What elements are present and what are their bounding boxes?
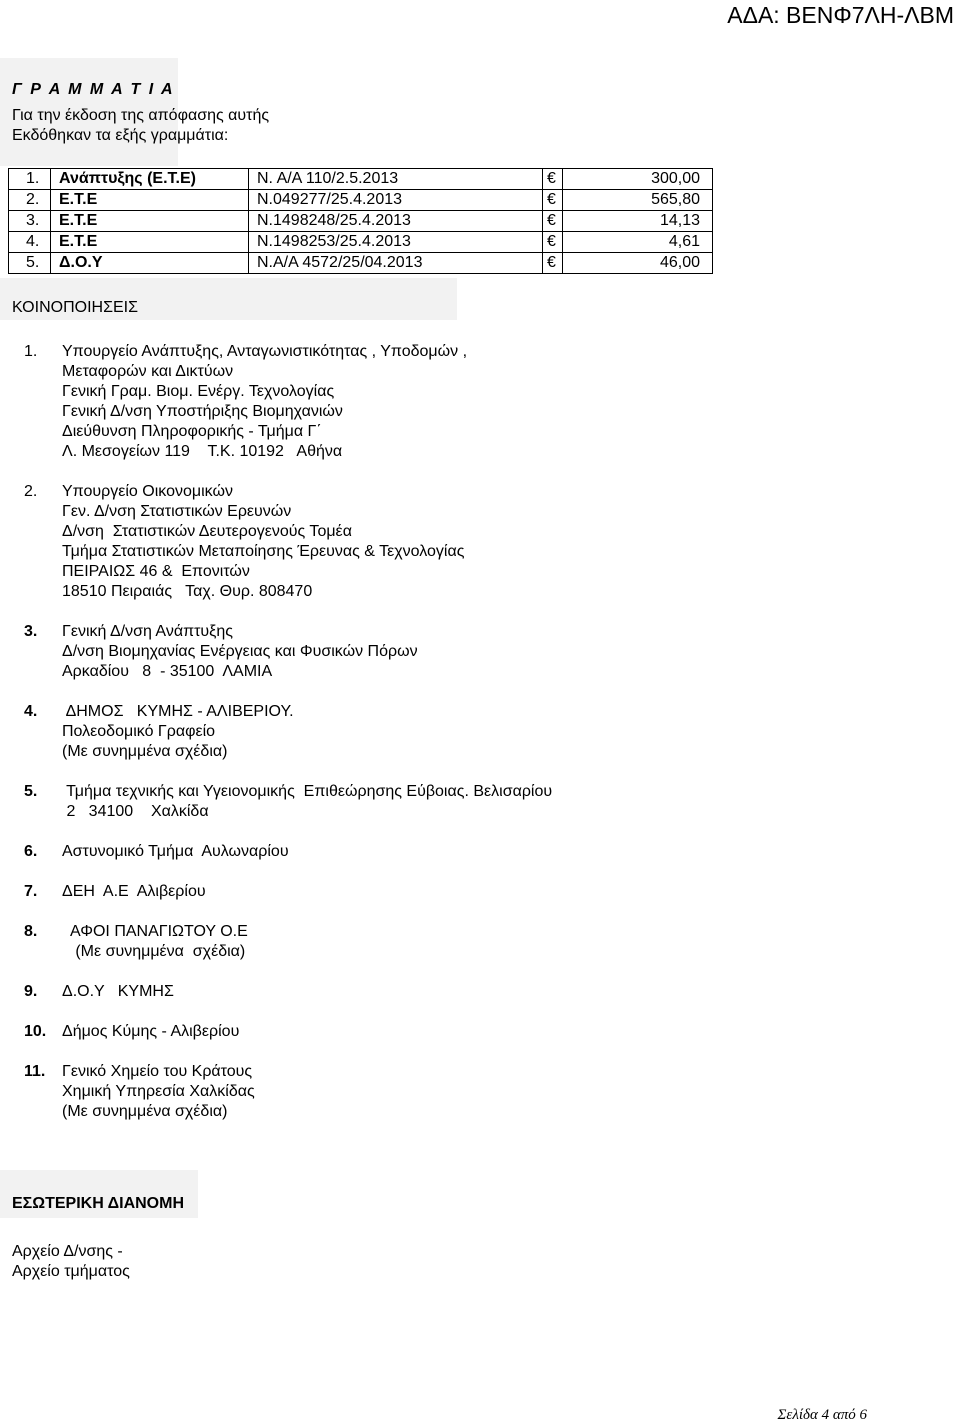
fee-reference: Ν. Α/Α 110/2.5.2013	[249, 169, 543, 190]
recipient-line: Δ.Ο.Υ ΚΥΜΗΣ	[62, 983, 174, 1000]
fee-amount: 46,00	[563, 253, 713, 274]
fee-number: 4.	[9, 232, 51, 253]
recipient-line: Υπουργείο Ανάπτυξης, Ανταγωνιστικότητας , Υποδομών ,	[62, 343, 468, 360]
recipient-number: 4.	[24, 703, 38, 720]
recipient-line: Γεν. Δ/νση Στατιστικών Ερευνών	[62, 503, 292, 520]
fee-reference: Ν.049277/25.4.2013	[249, 190, 543, 211]
fees-table	[8, 168, 713, 274]
fee-issuer: Ε.Τ.Ε	[51, 232, 249, 253]
fee-issuer: Ε.Τ.Ε	[51, 190, 249, 211]
euro-symbol: €	[543, 232, 563, 253]
recipient-line: Δ/νση Στατιστικών Δευτερογενούς Τομέα	[62, 523, 352, 540]
euro-symbol: €	[543, 190, 563, 211]
fee-row	[9, 169, 713, 190]
recipient-number: 1.	[24, 343, 38, 360]
recipient-number: 10.	[24, 1023, 47, 1040]
recipient-item	[24, 702, 924, 762]
recipient-line: Γενική Δ/νση Ανάπτυξης	[62, 623, 233, 640]
recipient-item	[24, 922, 924, 962]
fee-issuer: Ανάπτυξης (Ε.Τ.Ε)	[51, 169, 249, 190]
koinopoiiseis-title: ΚΟΙΝΟΠΟΙΗΣΕΙΣ	[12, 299, 138, 316]
euro-symbol: €	[543, 211, 563, 232]
recipient-line: ΑΦΟΙ ΠΑΝΑΓΙΩΤΟΥ Ο.Ε	[62, 923, 257, 940]
recipient-line: Γενική Δ/νση Υποστήριξης Βιομηχανιών	[62, 403, 343, 420]
recipient-line: Αρκαδίου 8 - 35100 ΛΑΜΙΑ	[62, 663, 273, 680]
recipient-number: 2.	[24, 483, 38, 500]
archive-line: Αρχείο Δ/νσης -	[12, 1243, 123, 1260]
fee-amount: 565,80	[563, 190, 713, 211]
recipient-line: Τμήμα Στατιστικών Μεταποίησης Έρευνας & Τεχνολογίας	[62, 543, 465, 560]
grammatia-title: Γ Ρ Α Μ Μ Α Τ Ι Α	[12, 81, 175, 98]
recipient-line: 18510 Πειραιάς Ταχ. Θυρ. 808470	[62, 583, 313, 600]
recipient-line: ΔΗΜΟΣ ΚΥΜΗΣ - ΑΛΙΒΕΡΙΟΥ.	[62, 703, 294, 720]
fee-issuer: Ε.Τ.Ε	[51, 211, 249, 232]
fee-amount: 14,13	[563, 211, 713, 232]
archive-line: Αρχείο τμήματος	[12, 1263, 130, 1280]
recipient-line: Μεταφορών και Δικτύων	[62, 363, 234, 380]
fee-row	[9, 232, 713, 253]
recipient-line: ΠΕΙΡΑΙΩΣ 46 & Επονιτών	[62, 563, 250, 580]
fee-row	[9, 211, 713, 232]
fee-row	[9, 190, 713, 211]
recipient-item	[24, 1022, 924, 1042]
recipient-item	[24, 882, 924, 902]
fee-number: 3.	[9, 211, 51, 232]
internal-distribution-list	[12, 1242, 130, 1282]
fee-row	[9, 253, 713, 274]
fee-reference: Ν.1498248/25.4.2013	[249, 211, 543, 232]
recipient-number: 3.	[24, 623, 38, 640]
recipient-number: 9.	[24, 983, 38, 1000]
recipient-line: Δ/νση Βιομηχανίας Ενέργειας και Φυσικών Πόρων	[62, 643, 418, 660]
recipient-item	[24, 1062, 924, 1122]
recipient-line: Υπουργείο Οικονομικών	[62, 483, 233, 500]
recipient-line: Γενικό Χημείο του Κράτους	[62, 1063, 253, 1080]
recipient-line: Λ. Μεσογείων 119 Τ.Κ. 10192 Αθήνα	[62, 443, 343, 460]
fee-reference: Ν.1498253/25.4.2013	[249, 232, 543, 253]
internal-distribution-title: ΕΣΩΤΕΡΙΚΗ ΔΙΑΝΟΜΗ	[12, 1195, 185, 1212]
intro-line: Για την έκδοση της απόφασης αυτής	[12, 107, 270, 124]
fee-number: 5.	[9, 253, 51, 274]
recipient-line: Διεύθυνση Πληροφορικής - Τμήμα Γ΄	[62, 423, 322, 440]
page-number: Σελίδα 4 από 6	[777, 1407, 867, 1423]
intro-line: Εκδόθηκαν τα εξής γραμμάτια:	[12, 127, 229, 144]
fee-reference: Ν.Α/Α 4572/25/04.2013	[249, 253, 543, 274]
fee-issuer: Δ.Ο.Υ	[51, 253, 249, 274]
fee-amount: 4,61	[563, 232, 713, 253]
recipient-number: 7.	[24, 883, 38, 900]
recipients-list	[24, 342, 924, 1142]
recipient-item	[24, 342, 924, 462]
recipient-line: Τμήμα τεχνικής και Υγειονομικής Επιθεώρησης Εύβοιας. Βελισαρίου	[62, 783, 553, 800]
recipient-line: Γενική Γραμ. Βιομ. Ενέργ. Τεχνολογίας	[62, 383, 335, 400]
recipient-number: 8.	[24, 923, 38, 940]
recipient-number: 11.	[24, 1063, 46, 1080]
recipient-line: (Με συνημμένα σχέδια)	[62, 1103, 228, 1120]
fee-amount: 300,00	[563, 169, 713, 190]
euro-symbol: €	[543, 169, 563, 190]
recipient-line: Χημική Υπηρεσία Χαλκίδας	[62, 1083, 255, 1100]
recipient-item	[24, 622, 924, 682]
recipient-line: Αστυνομικό Τμήμα Αυλωναρίου	[62, 843, 289, 860]
recipient-number: 6.	[24, 843, 38, 860]
recipient-number: 5.	[24, 783, 38, 800]
recipient-item	[24, 982, 924, 1002]
recipient-item	[24, 782, 924, 822]
fee-number: 1.	[9, 169, 51, 190]
recipient-item	[24, 482, 924, 602]
intro-text	[12, 106, 269, 146]
recipient-line: (Με συνημμένα σχέδια)	[62, 943, 246, 960]
ada-code: ΑΔΑ: ΒΕΝΦ7ΛΗ-ΛΒΜ	[727, 2, 954, 28]
recipient-line: (Με συνημμένα σχέδια)	[62, 743, 228, 760]
recipient-line: Δήμος Κύμης - Αλιβερίου	[62, 1023, 240, 1040]
euro-symbol: €	[543, 253, 563, 274]
recipient-item	[24, 842, 924, 862]
fee-number: 2.	[9, 190, 51, 211]
recipient-line: Πολεοδομικό Γραφείο	[62, 723, 216, 740]
recipient-line: ΔΕΗ Α.Ε Αλιβερίου	[62, 883, 206, 900]
recipient-line: 2 34100 Χαλκίδα	[62, 803, 209, 820]
